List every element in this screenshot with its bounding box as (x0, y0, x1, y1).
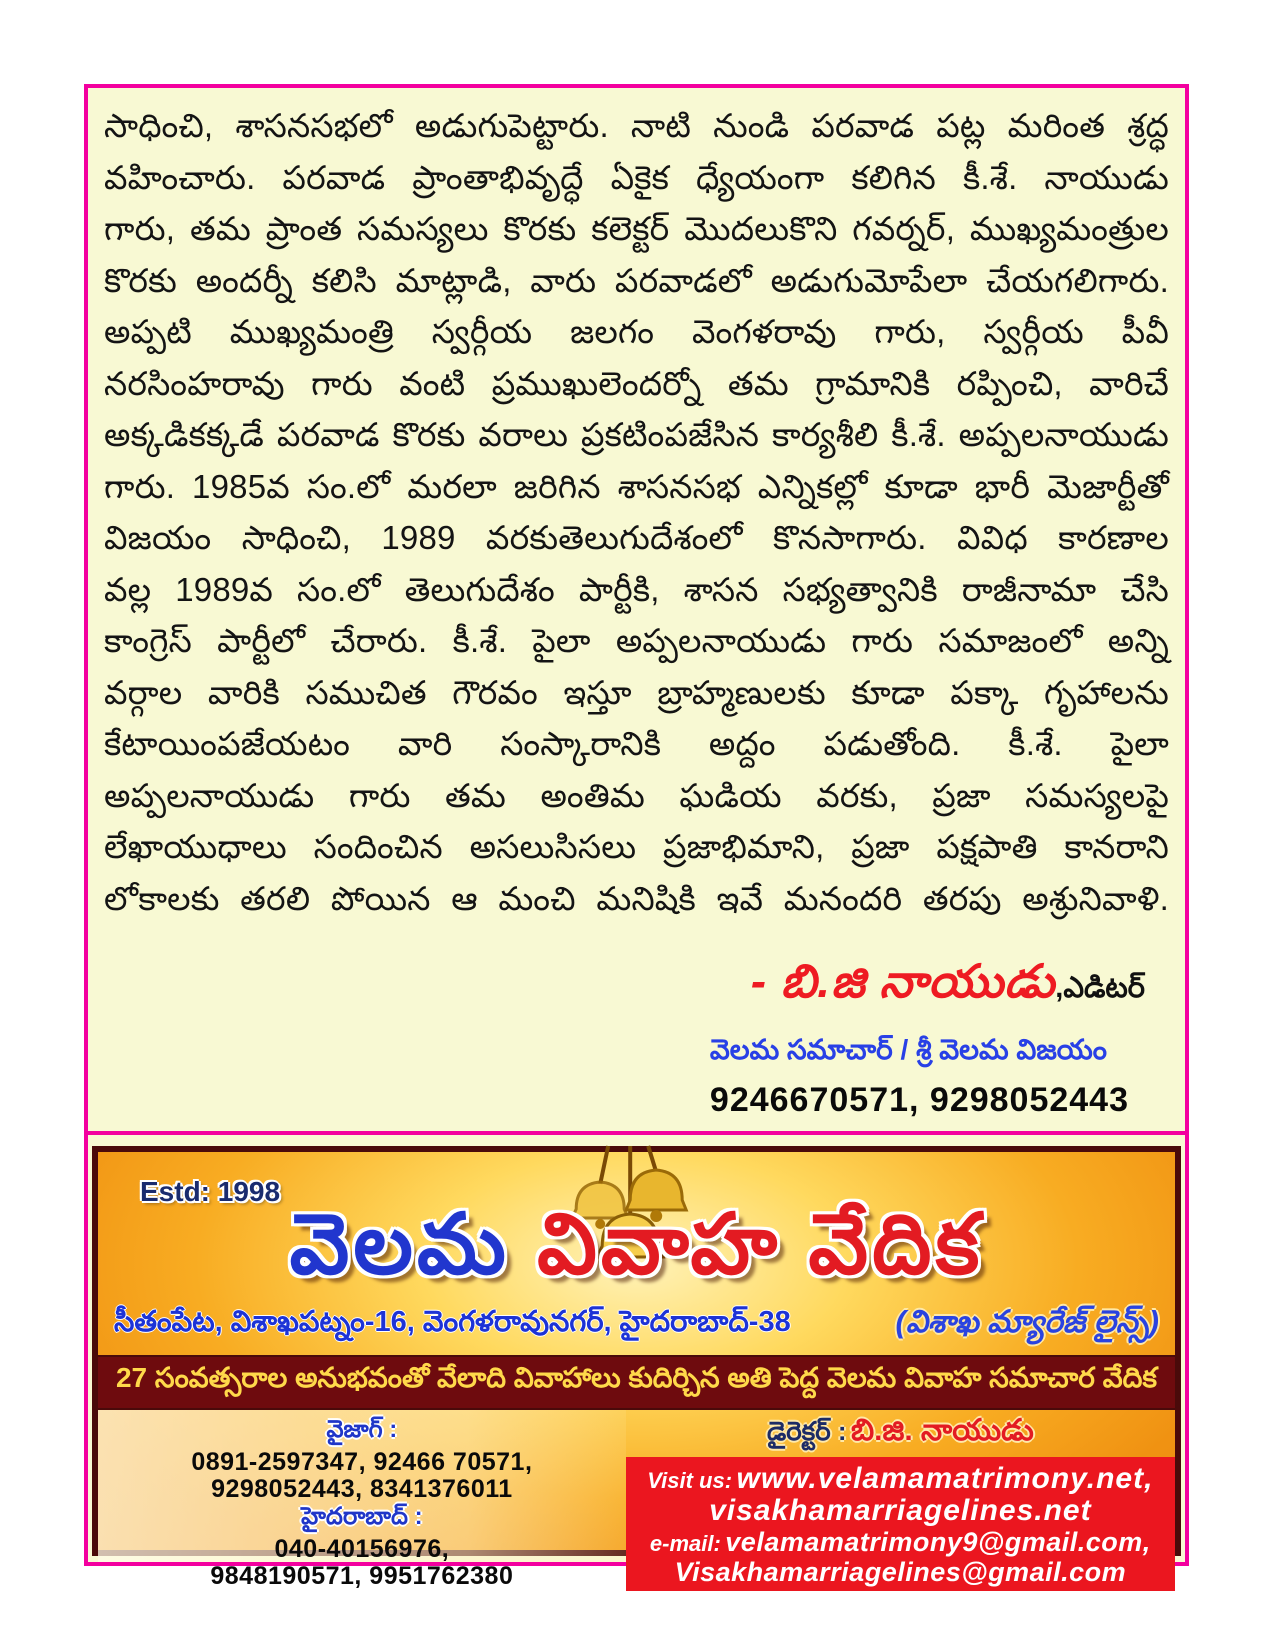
article-line: గారు, తమ ప్రాంత సమస్యలు కొరకు కలెక్టర్ మొదలుకొని గవర్నర్, ముఖ్యమంత్రుల (104, 210, 1169, 247)
publication-row (104, 1034, 1169, 1073)
publication-name: వెలమ సమాచార్ / శ్రీ వెలమ విజయం (709, 1034, 1107, 1065)
website-line1 (630, 1463, 1171, 1495)
matrimony-ad-banner (92, 1146, 1181, 1591)
director-row (626, 1410, 1175, 1457)
web-contact-column (626, 1410, 1175, 1588)
editor-role: ,ఎడిటర్ (1055, 972, 1145, 1004)
article-line: అక్కడికక్కడే పరవాడ కొరకు వరాలు ప్రకటింపజేసిన కార్యశీలి కీ.శే. అప్పలనాయుడు (104, 416, 1169, 453)
article-line: అప్పటి ముఖ్యమంత్రి స్వర్గీయ జలగం వెంగళరావు గారు, స్వర్గీయ పీవీ (104, 313, 1169, 350)
article-line: కేటాయింపజేయటం వారి సంస్కారానికి అద్దం పడుతోంది. కీ.శే. పైలా (104, 725, 1169, 762)
website-email-box (626, 1457, 1175, 1591)
article-line: అప్పలనాయుడు గారు తమ అంతిమ ఘడియ వరకు, ప్రజా సమస్యలపై (104, 776, 1169, 814)
banner-margin (88, 1135, 1185, 1591)
vizag-phones-line2: 9298052443, 8341376011 (211, 1475, 513, 1504)
article-line: లేఖాయుధాలు సందించిన అసలుసిసలు ప్రజాభిమాని, ప్రజా పక్షపాతి కానరాని (104, 828, 1169, 865)
email-address-2: Visakhamarriagelines@gmail.com (674, 1557, 1127, 1588)
hyderabad-label: హైదరాబాద్ : (301, 1503, 423, 1531)
signature-row (104, 954, 1169, 1020)
article-line: నరసింహరావు గారు వంటి ప్రముఖులెందర్నో తమ గ్రామానికి రప్పించి, వారిచే (104, 364, 1169, 402)
ad-title (98, 1198, 1175, 1290)
editor-signature: - బి.జి నాయుడు (750, 955, 1056, 1007)
article-line: వల్ల 1989వ సం.లో తెలుగుదేశం పార్టీకి, శాసన సభ్యత్వానికి రాజీనామా చేసి (104, 570, 1169, 608)
marriage-lines-label: (విశాఖ మ్యారేజ్ లైన్స్) (895, 1304, 1159, 1340)
vizag-label: వైజాగ్ : (326, 1416, 398, 1444)
editor-phone-numbers: 9246670571, 9298052443 (709, 1081, 1129, 1119)
article-line: గారు. 1985వ సం.లో మరలా జరిగిన శాసనసభ ఎన్నికల్లో కూడా భారీ మెజార్టీతో (104, 467, 1169, 505)
email-label: e-mail: (649, 1531, 721, 1557)
article-line: వహించారు. పరవాడ ప్రాంతాభివృద్ధే ఏకైక ధ్యేయంగా కలిగిన కీ.శే. నాయుడు (104, 158, 1169, 196)
editor-phone-row (104, 1081, 1169, 1120)
article-line: కొరకు అందర్నీ కలిసి మాట్లాడి, వారు పరవాడలో అడుగుమోపేలా చేయగలిగారు. (104, 261, 1169, 299)
tagline-strip (98, 1355, 1175, 1410)
branch-addresses: సీతంపేట, విశాఖపట్నం-16, వెంగళరావునగర్, హైదరాబాద్-38 (114, 1305, 791, 1338)
article-line: కాంగ్రెస్ పార్టీలో చేరారు. కీ.శే. పైలా అప్పలనాయుడు గారు సమాజంలో అన్ని (104, 622, 1169, 659)
hyderabad-phones-line2: 9848190571, 9951762380 (210, 1562, 514, 1591)
phone-column (98, 1410, 626, 1591)
visit-us-label: Visit us: (647, 1468, 733, 1494)
vizag-phones-line1: 0891-2597347, 92466 70571, (191, 1448, 533, 1477)
article-line: వర్గాల వారికి సముచిత గౌరవం ఇస్తూ బ్రాహ్మణులకు కూడా పక్కా గృహాలను (104, 673, 1169, 711)
director-label: డైరెక్టర్ : (766, 1416, 847, 1447)
established-year: Estd: 1998 (140, 1176, 281, 1207)
email-line1 (630, 1527, 1171, 1557)
page-frame (84, 84, 1189, 1591)
article-line: సాధించి, శాసనసభలో అడుగుపెట్టారు. నాటి నుండి పరవాడ పట్ల మరింత శ్రద్ధ (104, 107, 1169, 144)
article-box (88, 88, 1185, 1135)
address-row (98, 1304, 1175, 1347)
website-url-1: www.velamamatrimony.net, (736, 1462, 1154, 1496)
article-line: విజయం సాధించి, 1989 వరకుతెలుగుదేశంలో కొనసాగారు. వివిధ కారణాల (104, 519, 1169, 556)
ad-title-word-velama: వెలమ (289, 1197, 510, 1291)
hyderabad-phones-line1: 040-40156976, (274, 1535, 450, 1564)
article-line: లోకాలకు తరలి పోయిన ఆ మంచి మనిషికి ఇవే మనందరి తరపు అశ్రునివాళి. (104, 879, 1169, 917)
ad-title-words-vivaha-vedika: వివాహ వేదిక (537, 1197, 984, 1291)
director-name: బి.జి. నాయుడు (850, 1414, 1034, 1448)
tagline-text: 27 సంవత్సరాల అనుభవంతో వేలాది వివాహాలు కుదిర్చిన అతి పెద్ద వెలమ వివాహ సమాచార వేదిక (115, 1362, 1157, 1394)
email-address-1: velamamatrimony9@gmail.com, (725, 1527, 1151, 1558)
banner-contact-section (98, 1410, 1175, 1591)
website-url-2: visakhamarriagelines.net (709, 1494, 1092, 1528)
